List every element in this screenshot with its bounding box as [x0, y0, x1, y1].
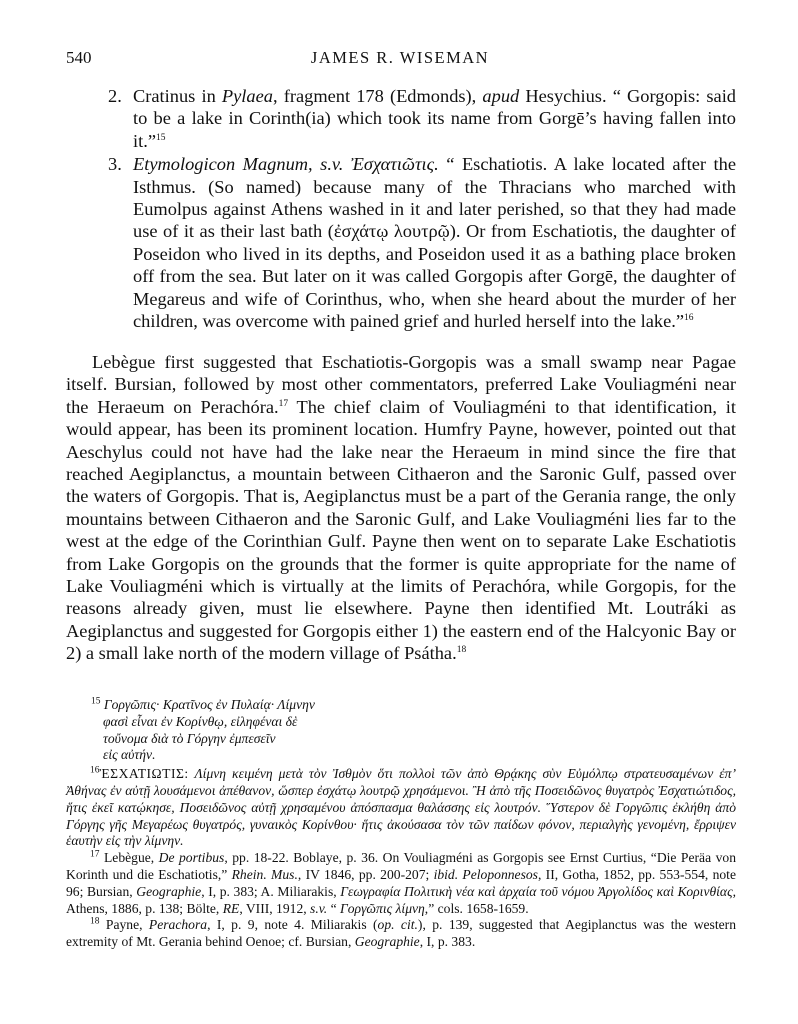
work-title: Geographie	[136, 883, 202, 899]
footnote-text: Lebègue,	[99, 850, 159, 866]
verse-line: τοὔνομα διὰ τὸ Γόργην ἐμπεσεῖν	[103, 730, 276, 746]
footnote-number: 16	[90, 765, 100, 776]
footnote-number: 18	[90, 916, 100, 927]
footnotes	[66, 697, 736, 951]
footnote-text: ,” cols. 1658-1659.	[424, 900, 529, 916]
footnote-18	[66, 917, 736, 951]
footnote-text: , I, p. 9, note 4. Miliarakis (	[207, 917, 378, 933]
greek-text: Λίμνη κειμένη μετὰ τὸν Ἰσθμὸν ὅτι πολλοὶ τῶν ἀπὸ Θρᾴκης σὺν Εὐμόλπῳ στρατευσαμένων ἐπ’ Ἀθήνας ἐν αὐτῇ λουσάμενοι ἀπέθανον, ὥσπερ ἐσχάτῳ λουτρῷ χρησάμενοι. Ἢ ἀπὸ τῆς Ποσειδῶνος θυγατρὸς Ἐσχατιώτιδος, ἥτις ἐκεῖ κατῴκησε, Ποσειδῶνος αὐτῇ χρησαμένου ἀπόσπασμα θαλάσσης εἰς λουτρόν. Ὕστερον δὲ Γοργῶπις ἐκλήθη ἀπὸ Γόργης γῆς Μεγαρέως θυγατρός, γυναικὸς Κορίνθου· ἥτις ἀκούσασα τὸν τῶν παίδων φόνον, περιαλγὴς γενομένη, ἔρριψεν ἑαυτὴν εἰς τὴν λίμνην.	[66, 766, 736, 849]
footnote-text: “	[327, 900, 341, 916]
footnote-text: , IV 1846, pp. 200-207;	[297, 866, 434, 882]
footnote-text-italic: op. cit.	[377, 917, 418, 933]
quoted-sources-list	[108, 85, 736, 333]
footnote-text: , VIII, 1912,	[239, 900, 311, 916]
verse-line: φασὶ εἶναι ἐν Κορίνθῳ, εἰληφέναι δὲ	[103, 713, 298, 729]
footnote-number: 15	[91, 696, 101, 707]
footnote-ref[interactable]: 15	[155, 132, 166, 143]
page-number: 540	[66, 48, 92, 67]
work-title: Etymologicon Magnum, s.v. Ἐσχατιῶτις.	[133, 154, 439, 175]
footnote-16	[66, 766, 736, 850]
list-text: Cratinus in	[133, 86, 222, 106]
footnote-17	[66, 850, 736, 917]
footnote-text: , I, p. 383.	[419, 934, 476, 950]
page-header	[66, 48, 734, 72]
body-paragraph	[66, 351, 736, 665]
footnote-ref[interactable]: 17	[278, 398, 289, 409]
verse-line: εἰς αὐτήν.	[103, 747, 156, 763]
work-title: Γοργῶπις λίμνη	[340, 900, 425, 916]
footnote-ref[interactable]: 16	[684, 312, 694, 323]
footnote-text: , Athens, 1886, p. 138; Bölte,	[66, 883, 736, 916]
list-item-number: 2.	[108, 86, 122, 106]
footnote-text-italic: s.v.	[310, 900, 328, 916]
work-title: De portibus	[158, 850, 225, 866]
running-head: JAMES R. WISEMAN	[310, 48, 490, 67]
greek-text: Γοργῶπις· Κρατῖνος ἐν Πυλαίᾳ· Λίμνην	[103, 697, 315, 712]
work-title: ibid. Peloponnesos	[433, 866, 538, 882]
work-title: Γεωγραφία Πολιτικὴ νέα καὶ ἀρχαία τοῦ νόμου Ἀργολίδος καὶ Κορινθίας	[340, 883, 733, 899]
footnote-ref[interactable]: 18	[456, 645, 467, 656]
list-item	[108, 153, 736, 332]
list-text: Hesychius. “ Gorgopis: said to be a lake in Corinth(ia) which took its name from Gorgē’s having fallen into it.”	[133, 86, 736, 151]
work-title: Pylaea	[221, 86, 273, 106]
footnote-text: , pp. 18-22. Boblaye, p. 36. On Vouliagméni as Gorgopis see Ernst Curtius, “Die Peräa von Korinth und die Eschatiotis,”	[66, 850, 737, 882]
work-title: RE	[222, 900, 240, 916]
work-title: Perachora	[148, 917, 208, 933]
footnote-number: 17	[90, 849, 100, 860]
list-text-italic: apud	[482, 86, 520, 106]
footnote-text: , I, p. 383; A. Miliarakis,	[201, 883, 341, 899]
footnote-15	[66, 697, 736, 764]
work-title: Rhein. Mus.	[231, 866, 298, 882]
verse-line	[91, 697, 736, 714]
footnote-text: Payne,	[99, 917, 149, 933]
greek-heading: ἘΣΧΑΤΙΩΤΙΣ:	[99, 766, 189, 782]
list-item	[108, 85, 736, 152]
paragraph-text: Lebègue first suggested that Eschatiotis-Gorgopis was a small swamp near Pagae itself. Bursian, followed by most other commentators, preferred Lake Vouliagméni near the Heraeum on Perachóra.	[66, 352, 736, 417]
list-text: “ Eschatiotis. A lake located after the Isthmus. (So named) because many of the Thracians who marched with Eumolpus against Athens washed in it and later perished, so that they had made use of it as their last bath (ἐσχάτῳ λουτρῷ). Or from Eschatiotis, the daughter of Poseidon who lived in its depths, and Poseidon used it as a bathing place broken off from the sea. But later on it was called Gorgopis after Gorgē, the daughter of Megareus and wife of Corinthus, who, when she heard about the murder of her children, was overcome with pained grief and hurled herself into the lake.”	[133, 154, 736, 332]
list-text: , fragment 178 (Edmonds),	[272, 86, 483, 106]
footnote-text: ), p. 139, suggested that Aegiplanctus was the western extremity of Mt. Gerania behind Oenoe; cf. Bursian,	[66, 917, 736, 950]
work-title: Geographie	[354, 934, 420, 950]
footnote-text: , II, Gotha, 1852, pp. 553-554, note 96; Bursian,	[66, 866, 736, 899]
list-item-number: 3.	[108, 154, 122, 175]
paragraph-text: The chief claim of Vouliagméni to that identification, it would appear, has been its prominent location. Humfry Payne, however, pointed out that Aeschylus could not have had the lake near the Heraeum in mind since the fire that reached Aegiplanctus, a mountain between Cithaeron and the Saronic Gulf, passed over the waters of Gorgopis. That is, Aegiplanctus must be a part of the Gerania range, the only mountains between Cithaeron and the Saronic Gulf, and Lake Vouliagméni lies far to the west at the edge of the Corinthian Gulf. Payne then went on to separate Lake Eschatiotis from Lake Gorgopis on the grounds that the former is quite appropriate for the name of Lake Vouliagméni which is virtually at the limits of Perachóra, while Gorgopis, for the reasons already given, must lie elsewhere. Payne then identified Mt. Loutráki as Aegiplanctus and suggested for Gorgopis either 1) the eastern end of the Halcyonic Bay or 2) a small lake north of the modern village of Psátha.	[66, 396, 736, 664]
